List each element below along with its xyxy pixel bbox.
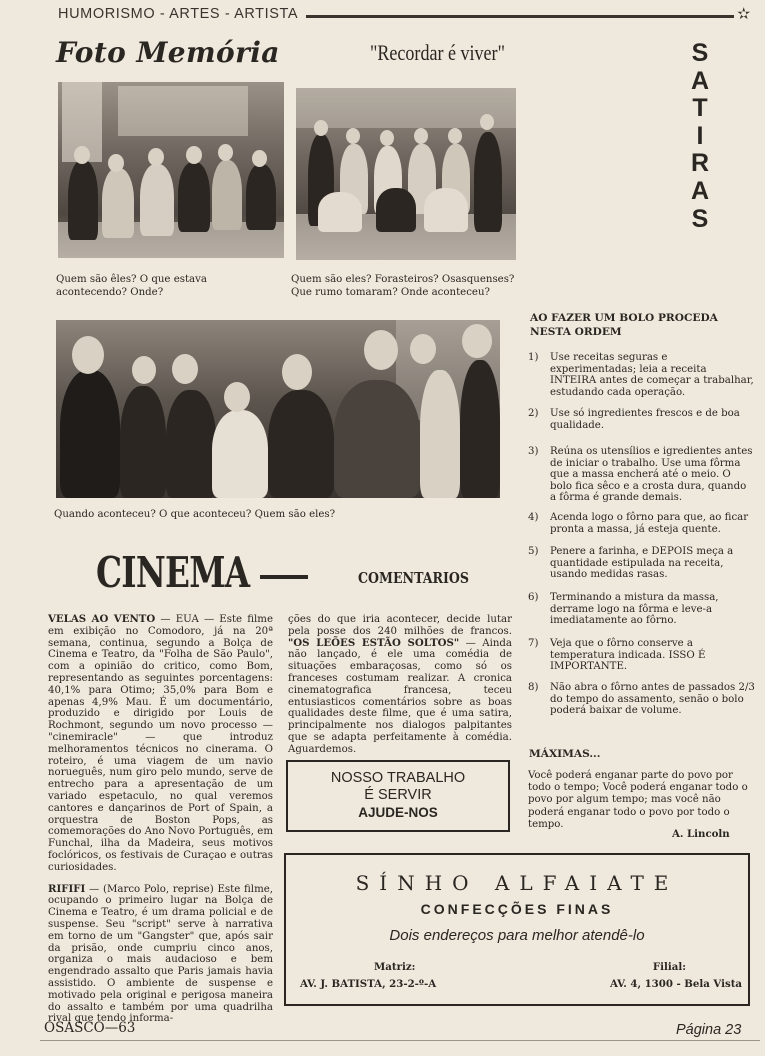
cinema-subtitle: COMENTARIOS: [358, 569, 469, 587]
cinema-dash: [260, 575, 308, 579]
matriz-label: Matriz:: [374, 961, 416, 973]
satiras-letter: A: [690, 176, 710, 205]
bolo-title: AO FAZER UM BOLO PROCEDA NESTA ORDEM: [530, 312, 718, 338]
photo-group-outdoor: [296, 88, 516, 260]
alfaiate-advert: [284, 853, 750, 1006]
nosso-trabalho-box: [286, 760, 510, 832]
cinema-column-1: [48, 614, 273, 1025]
photo-caption-3: Quando aconteceu? O que aconteceu? Quem são eles?: [54, 509, 336, 520]
page-number: Página 23: [676, 1022, 742, 1038]
filial-label: Filial:: [652, 961, 686, 973]
filial-address: AV. 4, 1300 - Bela Vista: [610, 978, 742, 990]
box-line: É SERVIR: [364, 787, 432, 803]
satiras-letter: R: [690, 149, 710, 178]
satiras-letter: A: [690, 66, 710, 95]
cinema-title: CINEMA: [96, 548, 250, 597]
photo-caption-1: Quem são êles? O que estava acontecendo? Onde?: [56, 274, 207, 298]
footer-rule: [40, 1040, 760, 1041]
satiras-letter: S: [691, 39, 709, 67]
maximas-author: A. Lincoln: [672, 828, 730, 840]
review-velas: VELAS AO VENTO — EUA — Este filme em exibição no Comodoro, já na 20ª semana, continua, segundo a Bolça de Cinema e Teatro, da "Folha de São Paulo", com a opinião do critico, como Bom, representando as seguintes porcentagens: 40,1% para Otimo; 35,0% para Bom e apenas 4,9% Mau. É um documentário, produzido e dirigido por Louis de Rochmont, segundo um novo processo — "cinemiracle" — que introduz melhoramentos técnicos no cinerama. O roteiro, é uma viagem de um navio norueguês, num giro pelo mundo, serve de entrecho para a apresentação de um variado espetaculo, no qual veremos cantores e dançarinos de Port of Spain, a orquestra de Boston Pops, as comemorações do Ano Novo Português, em Funchal, ilha da Madeira, seus motivos foclóricos, os festivais de Curaçao e outras curiosidades.: [48, 613, 273, 873]
maximas-title: MÁXIMAS...: [529, 748, 601, 760]
box-line: NOSSO TRABALHO: [330, 770, 466, 786]
maximas-text: Você poderá enganar parte do povo por todo o tempo; Você poderá enganar todo o povo por algum tempo; mas você não poderá enganar todo o povo por todo o tempo.: [528, 770, 748, 830]
photo-gathering: [58, 82, 284, 258]
review-continuation: ções do que iria acontecer, decide lutar pela posse dos 240 milhões de francos. "OS LEÕES ESTÃO SOLTOS" — Ainda não lançado, é ele uma comédia de situações embaraçosas, como só os franceses costumam realizar. A cronica cinematografica francesa, teceu entusiasticos comentários sobre as boas qualidades deste filme, que é uma satira, principalmente nos dialogos palpitantes que se adapta perfeitamente à comédia. Aguardemos.: [288, 614, 512, 755]
foto-memoria-title: Foto Memória: [56, 36, 280, 69]
photo-caption-2: Quem são eles? Forasteiros? Osasquenses? Que rumo tomaram? Onde aconteceu?: [291, 274, 515, 298]
footer-publication: OSASCO—63: [44, 1020, 136, 1036]
header-rule: [306, 15, 734, 18]
review-rififi: RIFIFI — (Marco Polo, reprise) Este filme, ocupando o primeiro lugar na Bolça de Cinema e Teatro, é um drama policial e de suspense. Seu "script" serve à narrativa em torno de um "Gangster" que, após sair da prisão, onde cumpriu cinco anos, organiza o mais audacioso e bem engendrado assalto que Paris jamais havia assistido. O ambiente de suspense e motivado pela original e perigosa maneira do assalto e também por uma quadrilha rival que tendo informa-: [48, 882, 273, 1025]
satiras-title: [684, 40, 716, 233]
star-icon: ✫: [737, 4, 751, 23]
advert-tagline: Dois endereços para melhor atendê-lo: [389, 927, 645, 944]
advert-name: SÍNHO ALFAIATE: [355, 871, 679, 895]
photo-crowd: [56, 320, 500, 498]
satiras-letter: S: [691, 204, 709, 233]
satiras-letter: I: [696, 121, 704, 150]
section-header: HUMORISMO - ARTES - ARTISTA: [58, 6, 299, 22]
cinema-column-2: [288, 614, 512, 756]
foto-memoria-subtitle: "Recordar é viver": [370, 40, 505, 65]
matriz-address: AV. J. BATISTA, 23-2-º-A: [300, 978, 437, 990]
satiras-letter: T: [692, 94, 708, 123]
box-line: AJUDE-NOS: [358, 805, 438, 820]
advert-subtitle: CONFECÇÕES FINAS: [420, 901, 614, 917]
